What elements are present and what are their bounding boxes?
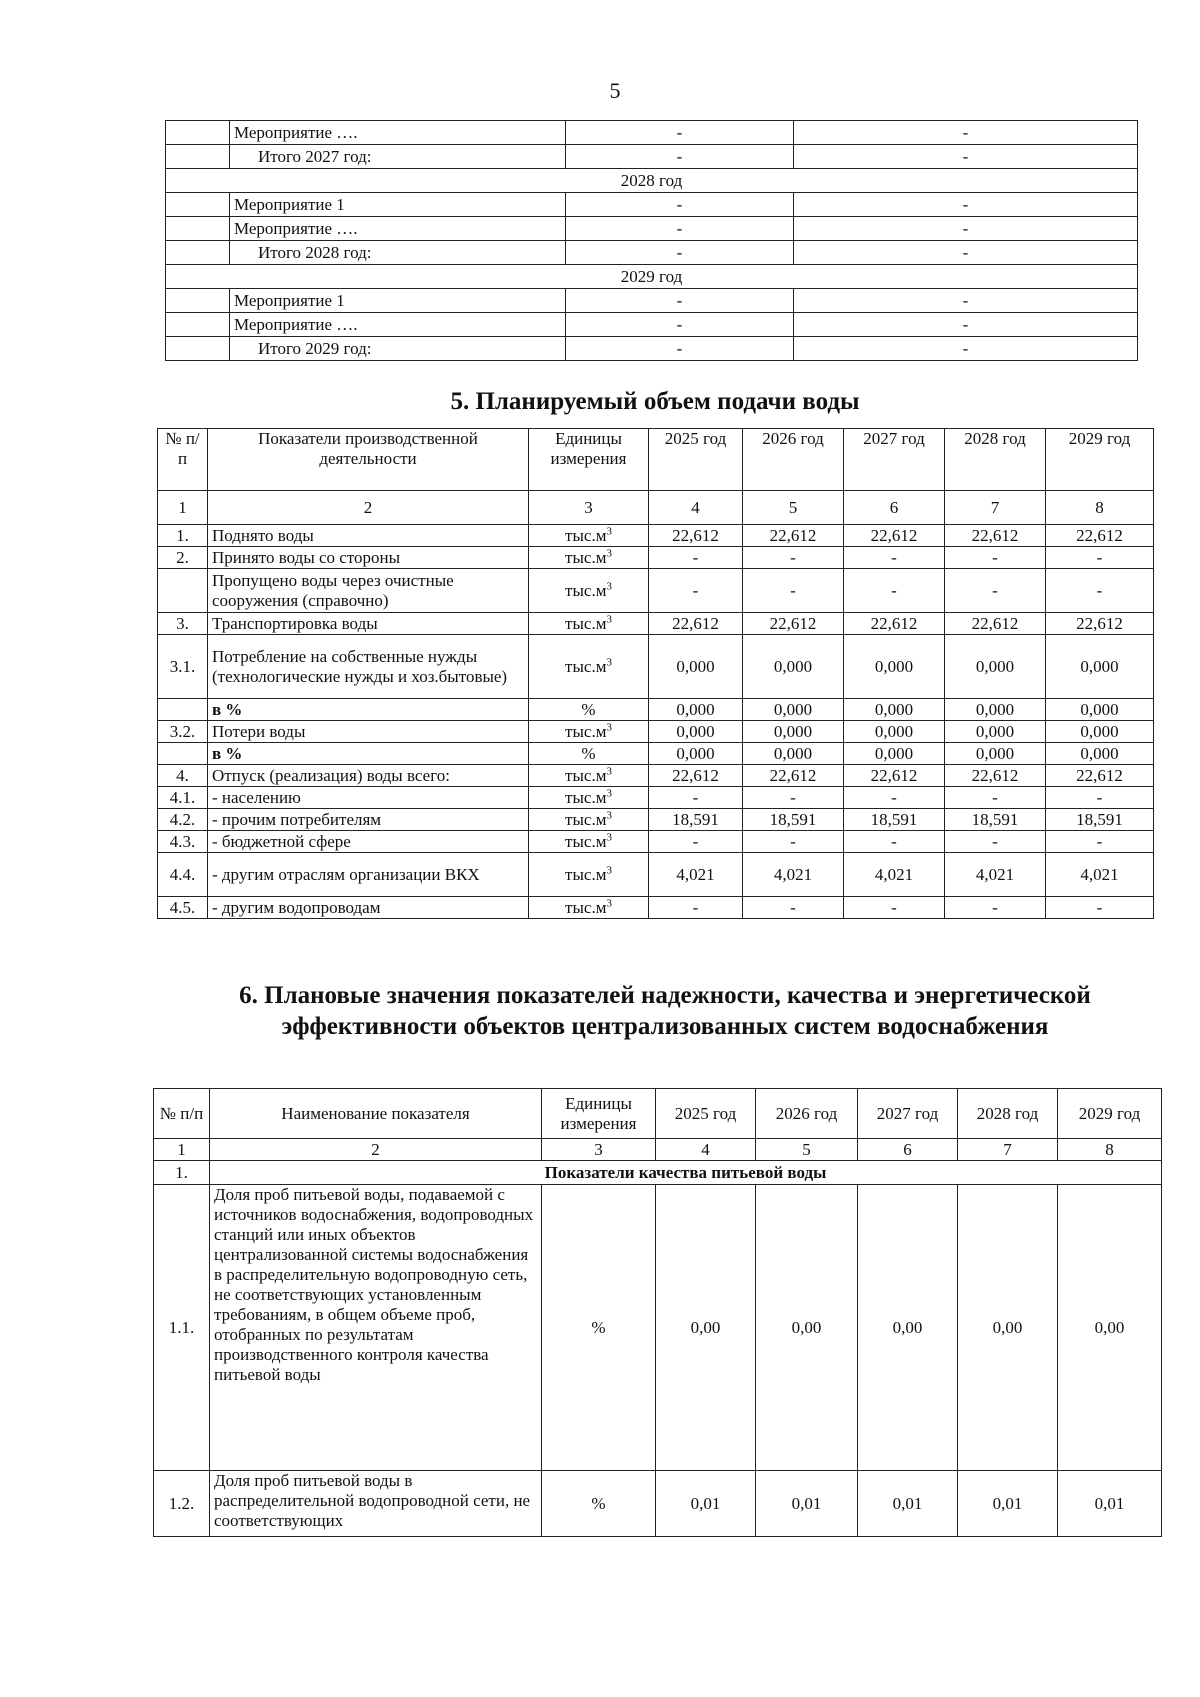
value-cell: 0,01 [756,1471,858,1537]
value-cell: 0,000 [743,699,844,721]
unit-cell [529,699,649,721]
measure-name: Итого 2028 год: [230,241,566,265]
unit-text: тыс.м [565,897,607,917]
colnum-cell: 8 [1046,491,1154,525]
value-cell: 18,591 [743,809,844,831]
colnum-cell: 6 [844,491,945,525]
colnum-cell: 1 [154,1139,210,1161]
row-num: 3. [158,613,208,635]
value-cell: - [743,787,844,809]
value-cell: 22,612 [945,765,1046,787]
table-row [158,831,1154,853]
unit-cell [529,809,649,831]
table-row [166,217,1138,241]
value-cell: - [844,547,945,569]
value-cell: - [945,897,1046,919]
value-cell: - [1046,787,1154,809]
num-cell [166,193,230,217]
value-cell: - [1046,897,1154,919]
unit-cell: % [542,1185,656,1471]
measure-name: Мероприятие 1 [230,193,566,217]
indicator-name: Отпуск (реализация) воды всего: [208,765,529,787]
value-cell: 0,000 [844,699,945,721]
colnum-cell: 3 [542,1139,656,1161]
value-cell: 0,00 [858,1185,958,1471]
table-row [158,525,1154,547]
value-cell: - [1046,547,1154,569]
row-num [158,569,208,613]
value-cell: 0,000 [844,743,945,765]
unit-text: тыс.м [565,809,607,829]
unit-text: тыс.м [565,580,607,600]
row-num: 4. [158,765,208,787]
unit-text: % [581,699,596,719]
value-cell: - [945,569,1046,613]
colnum-cell: 8 [1058,1139,1162,1161]
unit-superscript: 3 [606,579,612,592]
value-cell: 0,000 [1046,721,1154,743]
table-row [154,1471,1162,1537]
unit-superscript: 3 [606,720,612,733]
table-row [166,337,1138,361]
unit-superscript: 3 [606,830,612,843]
value-cell: - [743,547,844,569]
value-cell: 22,612 [649,613,743,635]
col-header-2026: 2026 год [743,429,844,491]
colnum-cell: 2 [208,491,529,525]
num-cell [166,289,230,313]
value-cell: - [794,337,1138,361]
unit-superscript: 3 [606,524,612,537]
value-cell: 22,612 [743,613,844,635]
unit-cell [529,787,649,809]
value-cell: 18,591 [945,809,1046,831]
num-cell [166,145,230,169]
table-row [158,787,1154,809]
value-cell: - [844,897,945,919]
row-num [158,699,208,721]
value-cell: - [743,831,844,853]
table-row [158,897,1154,919]
colnum-cell: 1 [158,491,208,525]
unit-cell [529,897,649,919]
unit-cell [529,853,649,897]
col-header-2028: 2028 год [945,429,1046,491]
unit-superscript: 3 [606,896,612,909]
value-cell: 0,000 [844,721,945,743]
value-cell: - [844,831,945,853]
unit-cell: % [542,1471,656,1537]
indicator-name: Транспортировка воды [208,613,529,635]
value-cell: 4,021 [1046,853,1154,897]
value-cell: 0,000 [945,743,1046,765]
unit-cell [529,743,649,765]
row-num: 1.2. [154,1471,210,1537]
col-header-2029: 2029 год [1046,429,1154,491]
value-cell: 0,01 [958,1471,1058,1537]
col-header-name: Показатели производственной деятельности [208,429,529,491]
value-cell: 0,00 [756,1185,858,1471]
value-cell: 0,01 [1058,1471,1162,1537]
value-cell: - [743,569,844,613]
unit-cell [529,569,649,613]
value-cell: - [794,121,1138,145]
value-cell: 22,612 [945,525,1046,547]
value-cell: - [649,897,743,919]
value-cell: 0,000 [649,721,743,743]
unit-text: тыс.м [565,864,607,884]
row-num: 1. [158,525,208,547]
col-header-2027: 2027 год [844,429,945,491]
table-row [158,809,1154,831]
unit-text: тыс.м [565,525,607,545]
col-header-unit: Единицы измерения [542,1089,656,1139]
value-cell: - [649,831,743,853]
value-cell: - [743,897,844,919]
year-header: 2028 год [166,169,1138,193]
colnum-cell: 2 [210,1139,542,1161]
table-row [158,613,1154,635]
page-number: 5 [609,78,621,103]
indicator-name: - другим отраслям организации ВКХ [208,853,529,897]
colnum-cell: 4 [649,491,743,525]
col-header-2029: 2029 год [1058,1089,1162,1139]
section5-title: 5. Планируемый объем подачи воды [450,388,860,415]
value-cell: 0,00 [656,1185,756,1471]
value-cell: 0,00 [1058,1185,1162,1471]
value-cell: 0,000 [649,635,743,699]
table-row [166,265,1138,289]
unit-cell [529,831,649,853]
table-row [158,547,1154,569]
reliability-indicators-table [153,1088,1162,1537]
measure-name: Мероприятие …. [230,121,566,145]
col-header-name: Наименование показателя [210,1089,542,1139]
unit-superscript: 3 [606,863,612,876]
group-title: Показатели качества питьевой воды [210,1161,1162,1185]
value-cell: 0,000 [844,635,945,699]
value-cell: - [566,313,794,337]
row-num: 4.4. [158,853,208,897]
indicator-name: Потребление на собственные нужды (технологические нужды и хоз.бытовые) [208,635,529,699]
row-num [158,743,208,765]
value-cell: - [1046,569,1154,613]
col-header-unit: Единицы измерения [529,429,649,491]
value-cell: - [794,289,1138,313]
unit-superscript: 3 [606,546,612,559]
value-cell: - [844,569,945,613]
table-row [158,569,1154,613]
value-cell: 22,612 [649,765,743,787]
colnum-cell: 5 [743,491,844,525]
value-cell: - [566,217,794,241]
indicator-name: Пропущено воды через очистные сооружения (справочно) [208,569,529,613]
unit-text: тыс.м [565,613,607,633]
value-cell: - [945,831,1046,853]
indicator-name: Принято воды со стороны [208,547,529,569]
row-num: 2. [158,547,208,569]
num-cell [166,313,230,337]
table-row [166,169,1138,193]
unit-text: тыс.м [565,787,607,807]
measures-table [165,120,1138,361]
value-cell: 4,021 [649,853,743,897]
colnum-cell: 4 [656,1139,756,1161]
value-cell: - [794,145,1138,169]
value-cell: 22,612 [1046,765,1154,787]
unit-cell [529,613,649,635]
value-cell: - [945,547,1046,569]
indicator-name: - другим водопроводам [208,897,529,919]
water-supply-table [157,428,1154,919]
table-row [158,853,1154,897]
value-cell: 0,000 [945,635,1046,699]
measure-name: Итого 2027 год: [230,145,566,169]
unit-cell [529,547,649,569]
indicator-name: Доля проб питьевой воды, подаваемой с источников водоснабжения, водопроводных станций или иных объектов централизованной системы водоснабжения в распределительную водопроводную сеть, не соответствующих установленным требованиям, в общем объеме проб, отобранных по результатам производственного контроля качества питьевой воды [210,1185,542,1471]
row-num: 4.1. [158,787,208,809]
table-row [158,635,1154,699]
unit-superscript: 3 [606,655,612,668]
value-cell: 22,612 [1046,525,1154,547]
col-header-2027: 2027 год [858,1089,958,1139]
num-cell [166,121,230,145]
unit-text: тыс.м [565,765,607,785]
unit-text: % [581,743,596,763]
value-cell: - [794,217,1138,241]
value-cell: 0,000 [1046,635,1154,699]
value-cell: - [844,787,945,809]
section6-title: 6. Плановые значения показателей надежности, качества и энергетической эффективности объектов централизованных систем водоснабжения [239,982,1091,1040]
value-cell: 0,01 [656,1471,756,1537]
num-cell [166,241,230,265]
table-row [166,193,1138,217]
unit-text: тыс.м [565,831,607,851]
value-cell: 22,612 [743,525,844,547]
value-cell: 18,591 [649,809,743,831]
measure-name: Мероприятие …. [230,313,566,337]
table-row [158,765,1154,787]
row-num: 4.2. [158,809,208,831]
value-cell: 0,000 [743,635,844,699]
value-cell: - [794,313,1138,337]
value-cell: 4,021 [743,853,844,897]
group-num: 1. [154,1161,210,1185]
indicator-name: Потери воды [208,721,529,743]
value-cell: - [566,193,794,217]
value-cell: 0,00 [958,1185,1058,1471]
value-cell: - [649,569,743,613]
col-header-2025: 2025 год [649,429,743,491]
indicator-name: в % [208,699,529,721]
value-cell: 22,612 [844,525,945,547]
value-cell: 22,612 [743,765,844,787]
num-cell [166,337,230,361]
value-cell: 4,021 [945,853,1046,897]
value-cell: 22,612 [844,765,945,787]
unit-cell [529,525,649,547]
row-num: 3.1. [158,635,208,699]
table-row [158,721,1154,743]
row-num: 1.1. [154,1185,210,1471]
value-cell: 18,591 [844,809,945,831]
unit-superscript: 3 [606,612,612,625]
table-row [158,699,1154,721]
value-cell: 0,000 [649,743,743,765]
unit-cell [529,635,649,699]
col-header-2028: 2028 год [958,1089,1058,1139]
unit-cell [529,765,649,787]
indicator-name: Поднято воды [208,525,529,547]
col-header-num: № п/п [154,1089,210,1139]
colnum-cell: 6 [858,1139,958,1161]
value-cell: - [794,241,1138,265]
colnum-cell: 7 [958,1139,1058,1161]
colnum-cell: 5 [756,1139,858,1161]
row-num: 3.2. [158,721,208,743]
value-cell: - [945,787,1046,809]
row-num: 4.5. [158,897,208,919]
value-cell: 0,000 [1046,699,1154,721]
value-cell: 4,021 [844,853,945,897]
table-row [154,1185,1162,1471]
unit-cell [529,721,649,743]
unit-superscript: 3 [606,786,612,799]
table-row [166,241,1138,265]
col-header-num: № п/п [158,429,208,491]
value-cell: 0,000 [649,699,743,721]
table-row [158,743,1154,765]
unit-text: тыс.м [565,656,607,676]
indicator-name: - прочим потребителям [208,809,529,831]
year-header: 2029 год [166,265,1138,289]
num-cell [166,217,230,241]
value-cell: - [649,547,743,569]
colnum-cell: 7 [945,491,1046,525]
value-cell: - [566,289,794,313]
measure-name: Мероприятие 1 [230,289,566,313]
colnum-cell: 3 [529,491,649,525]
value-cell: - [566,241,794,265]
value-cell: 22,612 [649,525,743,547]
indicator-name: - населению [208,787,529,809]
indicator-name: - бюджетной сфере [208,831,529,853]
value-cell: 18,591 [1046,809,1154,831]
col-header-2025: 2025 год [656,1089,756,1139]
value-cell: - [649,787,743,809]
measure-name: Итого 2029 год: [230,337,566,361]
measure-name: Мероприятие …. [230,217,566,241]
value-cell: 22,612 [1046,613,1154,635]
unit-superscript: 3 [606,764,612,777]
indicator-name: в % [208,743,529,765]
table-row [166,145,1138,169]
value-cell: 0,01 [858,1471,958,1537]
value-cell: 0,000 [1046,743,1154,765]
value-cell: 0,000 [743,743,844,765]
value-cell: 0,000 [945,699,1046,721]
value-cell: - [1046,831,1154,853]
value-cell: 0,000 [945,721,1046,743]
value-cell: - [566,121,794,145]
value-cell: 22,612 [844,613,945,635]
value-cell: 0,000 [743,721,844,743]
value-cell: 22,612 [945,613,1046,635]
unit-superscript: 3 [606,808,612,821]
value-cell: - [566,337,794,361]
table-row [166,289,1138,313]
col-header-2026: 2026 год [756,1089,858,1139]
indicator-name: Доля проб питьевой воды в распределительной водопроводной сети, не соответствующих [210,1471,542,1537]
value-cell: - [794,193,1138,217]
value-cell: - [566,145,794,169]
unit-text: тыс.м [565,547,607,567]
unit-text: тыс.м [565,721,607,741]
table-row [166,313,1138,337]
table-row [166,121,1138,145]
row-num: 4.3. [158,831,208,853]
